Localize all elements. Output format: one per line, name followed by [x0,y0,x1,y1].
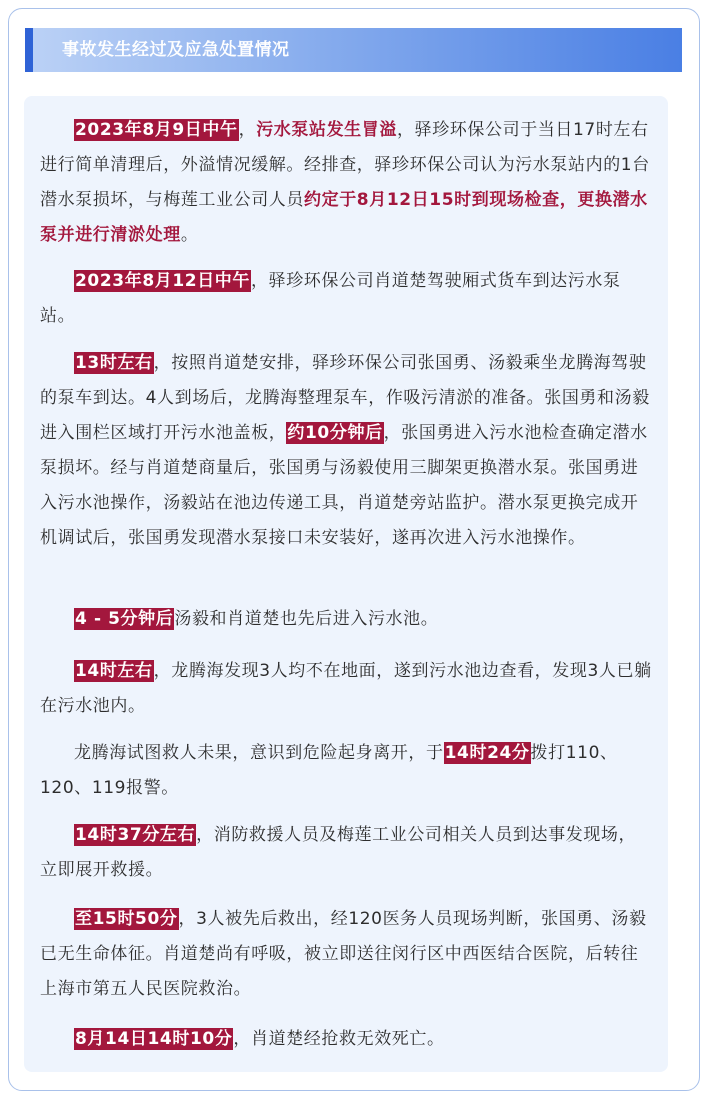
emphasis-text: 约定于8月12日15时到现场检查，更换潜水泵并进行清淤处理 [40,190,648,245]
text: ，张国勇进入污水池检查确定潜水泵损坏。经与肖道楚商量后，张国勇与汤毅使用三脚架更换潜水泵。张国勇进入污水池操作，汤毅站在池边传递工具，肖道楚旁站监护。潜水泵更换完成开机调试后，张国勇发现潜水泵接口未安装好，遂再次进入污水池操作。 [40,423,648,548]
text: ，按照肖道楚安排，驿珍环保公司张国勇、汤毅乘坐龙腾海驾驶的泵车到达。4人到场后，龙腾海整理泵车，作吸污清淤的准备。张国勇和汤毅进入围栏区域打开污水池盖板， [40,353,650,443]
text: 拨打110、120、119报警。 [40,743,618,798]
time-highlight: 14时37分左右 [75,825,196,845]
text: ， [238,120,257,140]
text: ，消防救援人员及梅莲工业公司相关人员到达事发现场，立即展开救援。 [40,825,637,880]
emphasis-text: 污水泵站发生冒溢 [256,120,397,140]
paragraph-rescue [40,818,652,888]
text: ，龙腾海发现3人均不在地面，遂到污水池边查看，发现3人已躺在污水池内。 [40,661,652,716]
time-highlight: 13时左右 [75,353,153,373]
time-highlight: 4 - 5分钟后 [75,609,174,629]
section-title: 事故发生经过及应急处置情况 [62,40,290,60]
paragraph-aug9 [40,113,652,253]
date-highlight: 2023年8月12日中午 [75,271,250,291]
paragraph-aug14 [40,1022,652,1057]
time-highlight: 14时左右 [75,661,153,681]
time-highlight: 14时24分 [444,743,530,763]
time-highlight: 至15时50分 [75,909,178,929]
text: 汤毅和肖道楚也先后进入污水池。 [174,609,439,629]
section-header [25,28,682,72]
text: ，驿珍环保公司肖道楚驾驶厢式货车到达污水泵站。 [40,271,621,326]
paragraph-15h50 [40,902,652,1007]
text: 。 [180,225,199,245]
date-highlight: 2023年8月9日中午 [75,120,238,140]
text: 龙腾海试图救人未果，意识到危险起身离开，于 [74,743,444,763]
paragraph-14h [40,654,652,724]
paragraph-aug12 [40,264,652,334]
header-accent-bar [25,28,33,72]
time-highlight: 约10分钟后 [287,423,383,443]
paragraph-13h [40,346,652,556]
paragraph-report [40,736,652,806]
text: ，驿珍环保公司于当日17时左右进行简单清理后，外溢情况缓解。经排查，驿珍环保公司认为污水泵站内的1台潜水泵损坏，与梅莲工业公司人员 [40,120,650,210]
date-highlight: 8月14日14时10分 [75,1029,233,1049]
text: ，肖道楚经抢救无效死亡。 [233,1029,445,1049]
text: ，3人被先后救出，经120医务人员现场判断，张国勇、汤毅已无生命体征。肖道楚尚有呼吸，被立即送往闵行区中西医结合医院，后转往上海市第五人民医院救治。 [40,909,647,999]
paragraph-4-5min [40,602,652,637]
